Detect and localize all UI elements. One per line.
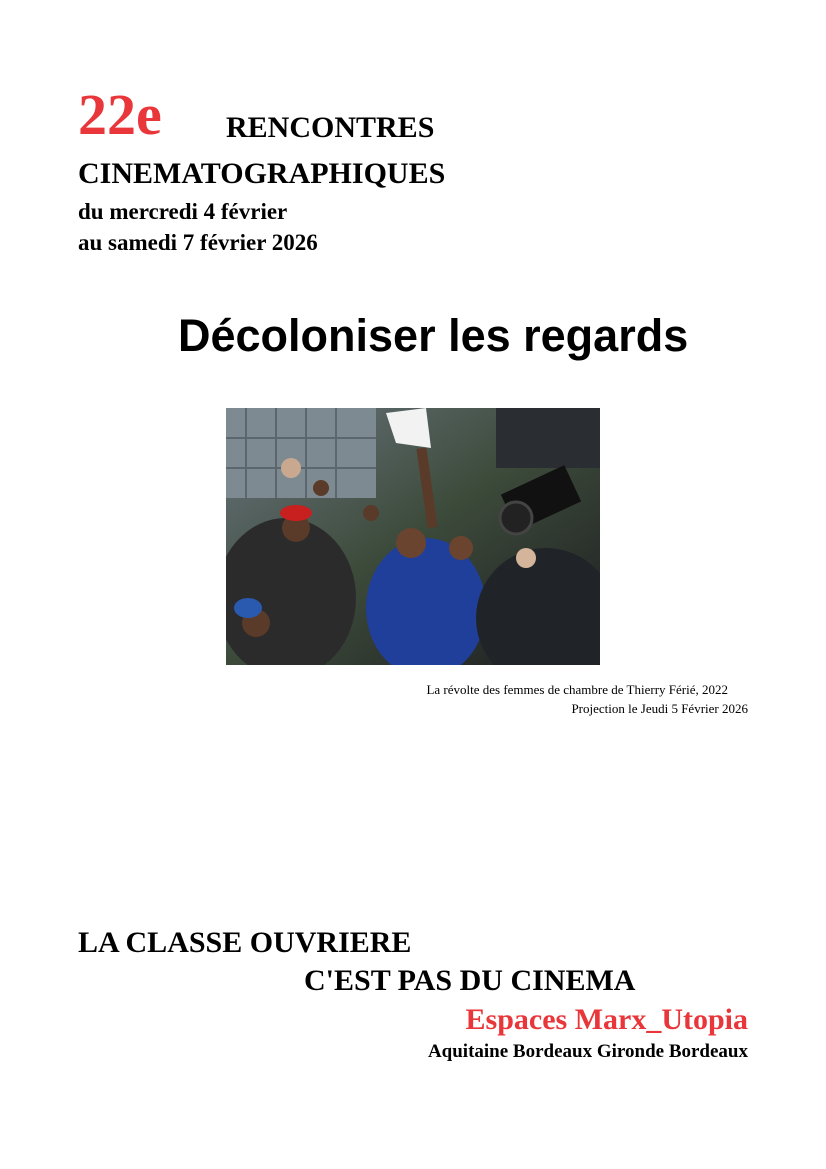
organizer-region: Aquitaine Bordeaux Gironde Bordeaux [427, 1041, 748, 1062]
film-still-photo [226, 408, 600, 665]
slogan-line2: C'EST PAS DU CINEMA [304, 964, 636, 997]
date-range-line1: du mercredi 4 février [78, 199, 288, 224]
photo-caption-screening: Projection le Jeudi 5 Février 2026 [571, 701, 748, 716]
date-range-line2: au samedi 7 février 2026 [78, 230, 318, 255]
festival-name-line2: CINEMATOGRAPHIQUES [78, 157, 446, 190]
festival-name-line1: RENCONTRES [226, 111, 435, 144]
photo-caption-film: La révolte des femmes de chambre de Thierry Férié, 2022 [426, 682, 728, 697]
organizer-name: Espaces Marx_Utopia [465, 1003, 748, 1036]
theme-title: Décoloniser les regards [178, 310, 689, 361]
edition-number: 22e [78, 82, 162, 147]
slogan-line1: LA CLASSE OUVRIERE [78, 926, 412, 959]
